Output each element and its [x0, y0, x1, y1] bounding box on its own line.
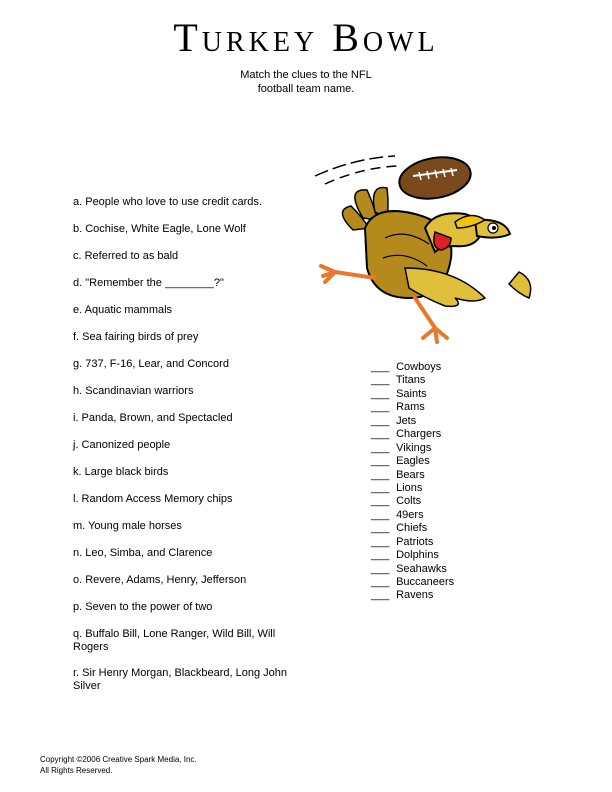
team-item	[371, 563, 454, 576]
answer-blank[interactable]: ___	[371, 455, 390, 468]
answer-blank[interactable]: ___	[371, 576, 390, 588]
answer-blank[interactable]: ___	[371, 562, 390, 575]
team-name: Eagles	[396, 455, 430, 468]
team-name: Chargers	[396, 428, 442, 441]
clue-item: k. Large black birds	[73, 466, 169, 478]
team-item	[371, 549, 454, 562]
clue-item: l. Random Access Memory chips	[73, 493, 233, 505]
copyright-notice	[40, 754, 197, 776]
team-name: Buccaneers	[396, 576, 455, 588]
answer-blank[interactable]: ___	[371, 495, 390, 508]
answer-blank[interactable]: ___	[371, 387, 390, 400]
copyright-line-2: All Rights Reserved.	[40, 766, 113, 775]
clue-item: i. Panda, Brown, and Spectacled	[73, 412, 233, 424]
team-name: Seahawks	[396, 562, 447, 575]
clue-item: r. Sir Henry Morgan, Blackbeard, Long John Silver	[73, 667, 288, 692]
answer-blank[interactable]: ___	[371, 401, 390, 414]
clue-item: f. Sea fairing birds of prey	[73, 331, 199, 343]
team-item	[371, 415, 454, 428]
team-name: Colts	[396, 495, 422, 508]
team-name: Dolphins	[396, 549, 439, 562]
team-item	[371, 482, 454, 495]
instructions-line-1: Match the clues to the NFL	[240, 69, 372, 81]
answer-blank[interactable]: ___	[371, 508, 390, 521]
answer-blank[interactable]: ___	[371, 428, 390, 441]
team-item	[371, 495, 454, 508]
team-item	[371, 374, 454, 387]
page-title: Turkey Bowl	[173, 15, 439, 60]
clue-item: p. Seven to the power of two	[73, 601, 213, 613]
team-item	[371, 388, 454, 401]
answer-blank[interactable]: ___	[371, 549, 390, 562]
team-name: Titans	[395, 374, 426, 387]
team-item	[371, 401, 454, 414]
copyright-line-1: Copyright ©2006 Creative Spark Media, Inc.	[40, 755, 197, 764]
team-name: Chiefs	[396, 522, 428, 535]
team-item	[371, 428, 454, 441]
clue-item: c. Referred to as bald	[73, 250, 179, 262]
team-name: Cowboys	[396, 361, 442, 373]
clue-item: d. "Remember the ________?"	[73, 277, 224, 289]
answer-blank[interactable]: ___	[371, 468, 390, 481]
clue-item: n. Leo, Simba, and Clarence	[73, 547, 213, 559]
clue-item: a. People who love to use credit cards.	[73, 196, 262, 208]
clue-item: e. Aquatic mammals	[73, 304, 173, 316]
answer-blank[interactable]: ___	[371, 374, 390, 387]
answer-blank[interactable]: ___	[371, 441, 390, 454]
team-name: Lions	[396, 481, 423, 494]
team-item	[371, 589, 454, 602]
team-item	[371, 469, 454, 482]
clue-item: g. 737, F-16, Lear, and Concord	[73, 358, 229, 370]
answer-blank[interactable]: ___	[371, 414, 390, 427]
team-name: Bears	[396, 468, 425, 481]
answer-blank[interactable]: ___	[371, 522, 390, 535]
answer-blank[interactable]: ___	[371, 535, 390, 548]
team-name: Vikings	[396, 441, 432, 454]
instructions	[206, 68, 406, 96]
clue-item: o. Revere, Adams, Henry, Jefferson	[73, 574, 247, 586]
team-item	[371, 361, 454, 374]
team-item	[371, 509, 454, 522]
clue-item: h. Scandinavian warriors	[73, 385, 194, 397]
teams-list	[371, 361, 454, 603]
clue-item: m. Young male horses	[73, 520, 182, 532]
clue-item: b. Cochise, White Eagle, Lone Wolf	[73, 223, 246, 235]
team-item	[371, 522, 454, 535]
clue-item: j. Canonized people	[73, 439, 171, 451]
team-name: Patriots	[396, 535, 434, 548]
turkey-football-illustration	[305, 148, 555, 348]
instructions-line-2: football team name.	[257, 83, 355, 95]
team-name: Ravens	[396, 589, 434, 602]
answer-blank[interactable]: ___	[371, 589, 390, 602]
football-icon	[396, 152, 474, 204]
team-item	[371, 442, 454, 455]
team-name: Jets	[396, 414, 417, 427]
team-item	[371, 455, 454, 468]
team-name: Saints	[396, 387, 427, 400]
answer-blank[interactable]: ___	[371, 481, 390, 494]
team-name: Rams	[396, 401, 425, 414]
team-item	[371, 576, 454, 589]
answer-blank[interactable]: ___	[371, 361, 390, 373]
team-name: 49ers	[396, 508, 424, 521]
clue-item: q. Buffalo Bill, Lone Ranger, Wild Bill, Will Rogers	[73, 628, 276, 653]
team-item	[371, 536, 454, 549]
